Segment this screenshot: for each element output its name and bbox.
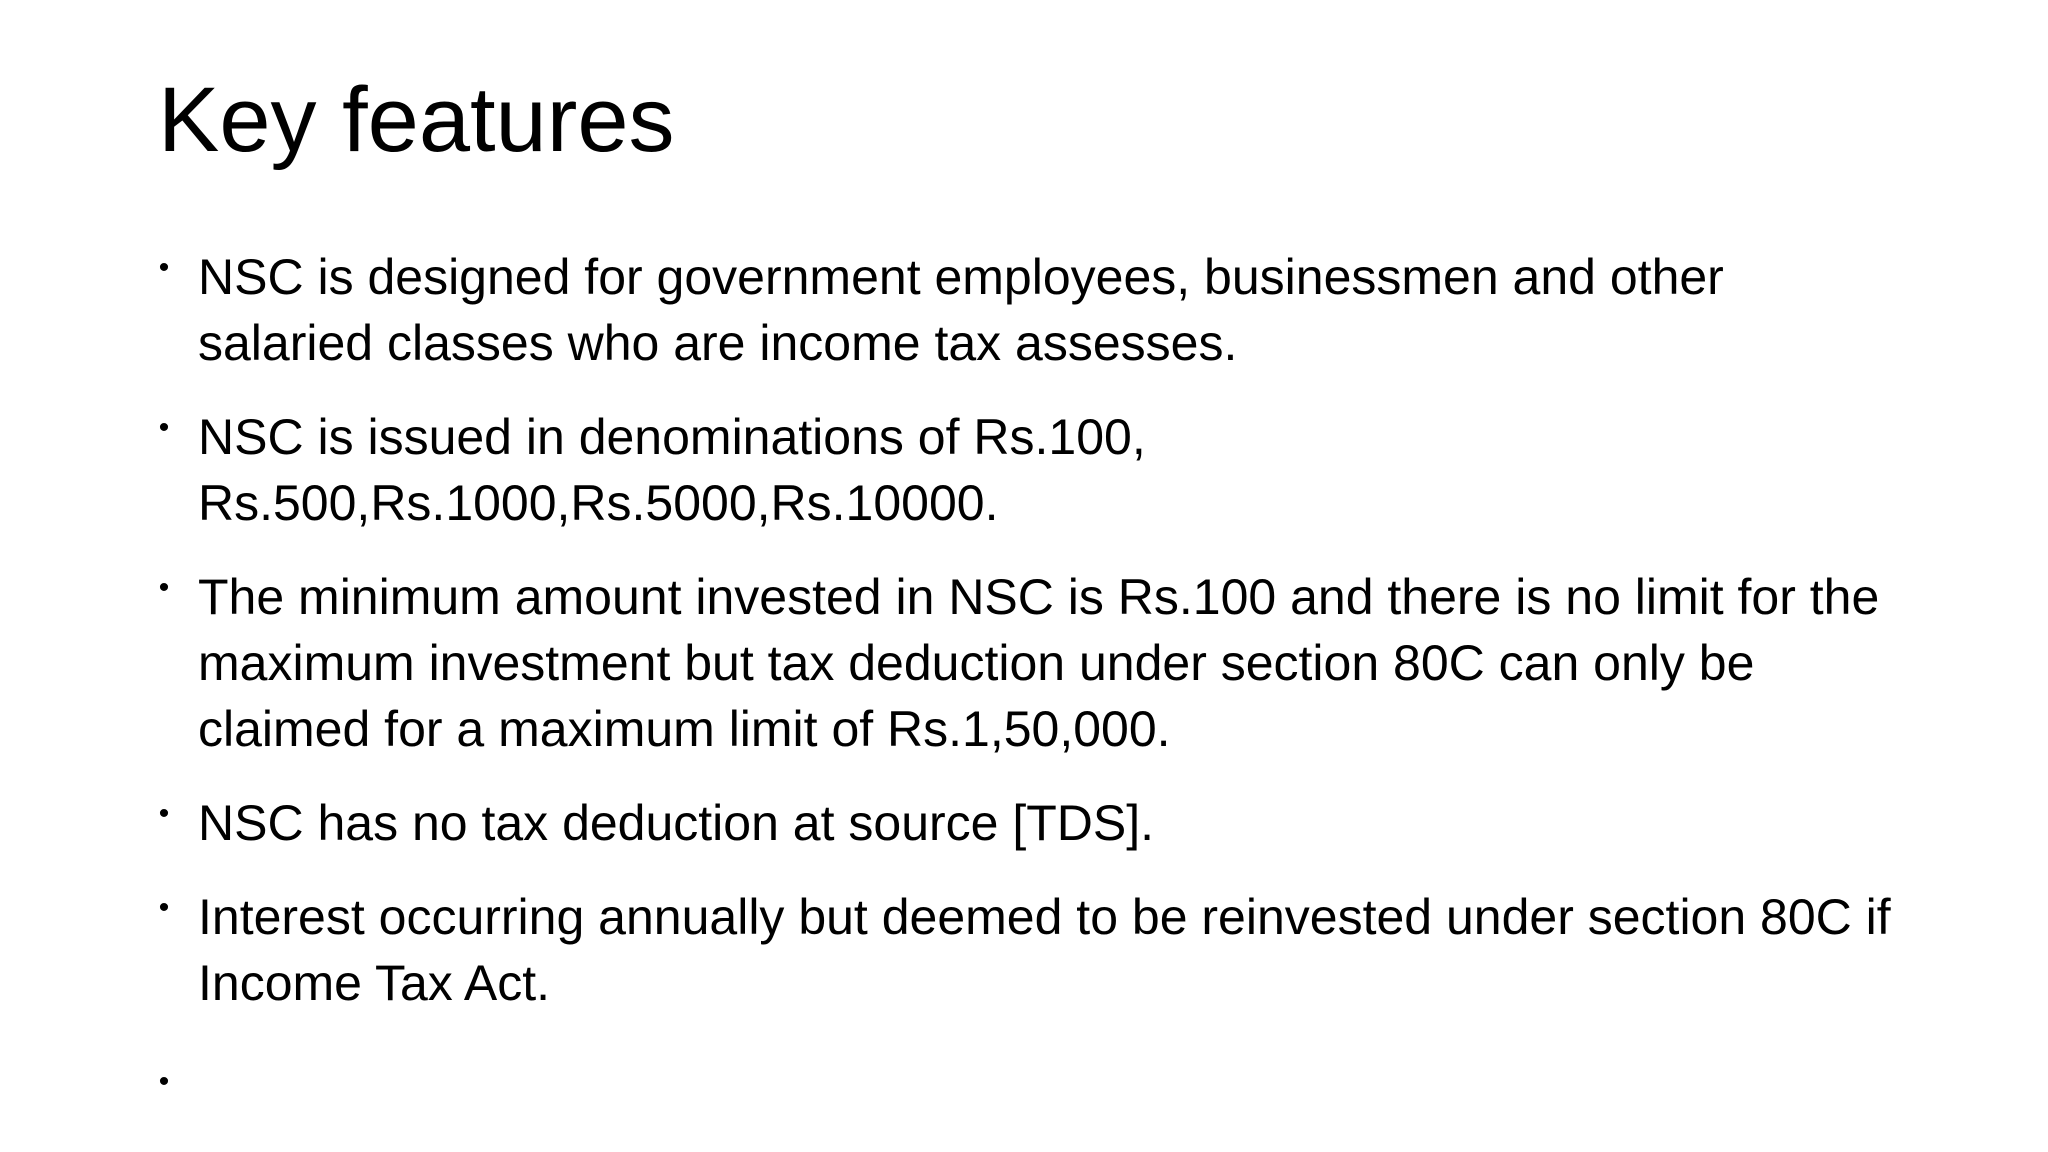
bullet-item-3 — [150, 564, 1910, 762]
bullet-text: NSC is issued in denominations of Rs.100, Rs.500,Rs.1000,Rs.5000,Rs.10000. — [198, 409, 1146, 531]
bullet-item-1 — [150, 244, 1910, 376]
bullet-item-2 — [150, 404, 1910, 536]
bullet-list — [150, 244, 1910, 1138]
bullet-marker: • — [158, 411, 170, 444]
bullet-item-4 — [150, 790, 1910, 856]
bullet-text: Interest occurring annually but deemed to be reinvested under section 80C if Income Tax Act. — [198, 889, 1891, 1011]
bullet-text: NSC is designed for government employees, businessmen and other salaried classes who are income tax assesses. — [198, 249, 1724, 371]
bullet-item-5 — [150, 884, 1910, 1016]
bullet-marker: • — [158, 891, 170, 924]
bullet-marker: • — [158, 571, 170, 604]
bullet-item-6-empty — [150, 1044, 1910, 1110]
bullet-text: NSC has no tax deduction at source [TDS]. — [198, 795, 1155, 851]
bullet-marker: • — [158, 797, 170, 830]
bullet-text: The minimum amount invested in NSC is Rs.100 and there is no limit for the maximum investment but tax deduction under section 80C can only be claimed for a maximum limit of Rs.1,50,000. — [198, 569, 1880, 757]
bullet-marker: • — [158, 1065, 170, 1098]
slide-title: Key features — [158, 69, 675, 171]
bullet-marker: • — [158, 251, 170, 284]
